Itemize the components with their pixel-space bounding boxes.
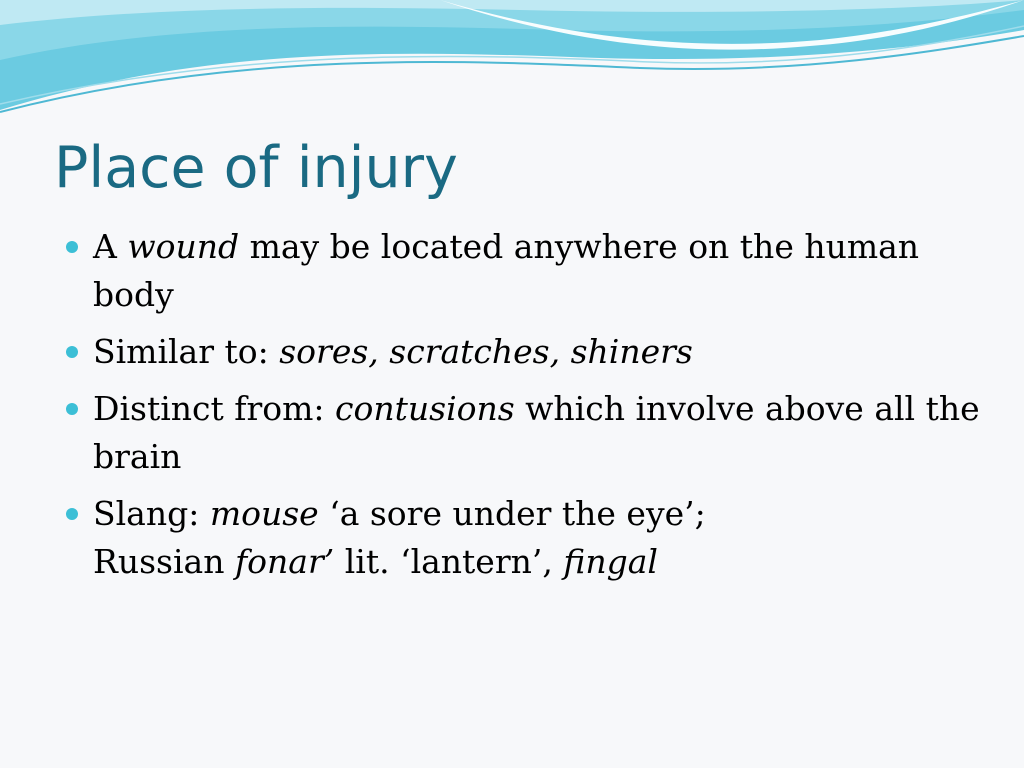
- bullet-similar: [62, 328, 992, 376]
- bullet-text: lit. ‘lantern’,: [334, 542, 564, 581]
- bullet-italic-term: contusions: [335, 389, 515, 428]
- bullet-italic-term: wound: [127, 227, 240, 266]
- bullet-italic-term: fonar’: [234, 542, 335, 581]
- bullet-list: [62, 223, 992, 595]
- bullet-text: ‘a sore under the eye’;: [318, 494, 706, 533]
- bullet-dot-icon: [66, 508, 78, 520]
- bullet-text: Similar to:: [93, 332, 280, 371]
- bullet-text: Russian: [93, 542, 235, 581]
- bullet-dot-icon: [66, 241, 78, 253]
- bullet-text: A: [93, 227, 128, 266]
- bullet-text: Distinct from:: [93, 389, 336, 428]
- bullet-slang: [62, 490, 992, 586]
- bullet-italic-term: fingal: [563, 542, 658, 581]
- wave-header-decoration: [0, 0, 1024, 130]
- bullet-text: Slang:: [93, 494, 210, 533]
- bullet-italic-term: mouse: [209, 494, 319, 533]
- bullet-dot-icon: [66, 403, 78, 415]
- bullet-italic-term: sores, scratches, shiners: [279, 332, 693, 371]
- bullet-wound: [62, 223, 992, 319]
- bullet-dot-icon: [66, 346, 78, 358]
- slide-title: Place of injury: [54, 135, 458, 201]
- bullet-text: may be located anywhere on the human body: [93, 227, 920, 314]
- bullet-text: which involve above all the brain: [93, 389, 980, 476]
- bullet-distinct: [62, 385, 992, 481]
